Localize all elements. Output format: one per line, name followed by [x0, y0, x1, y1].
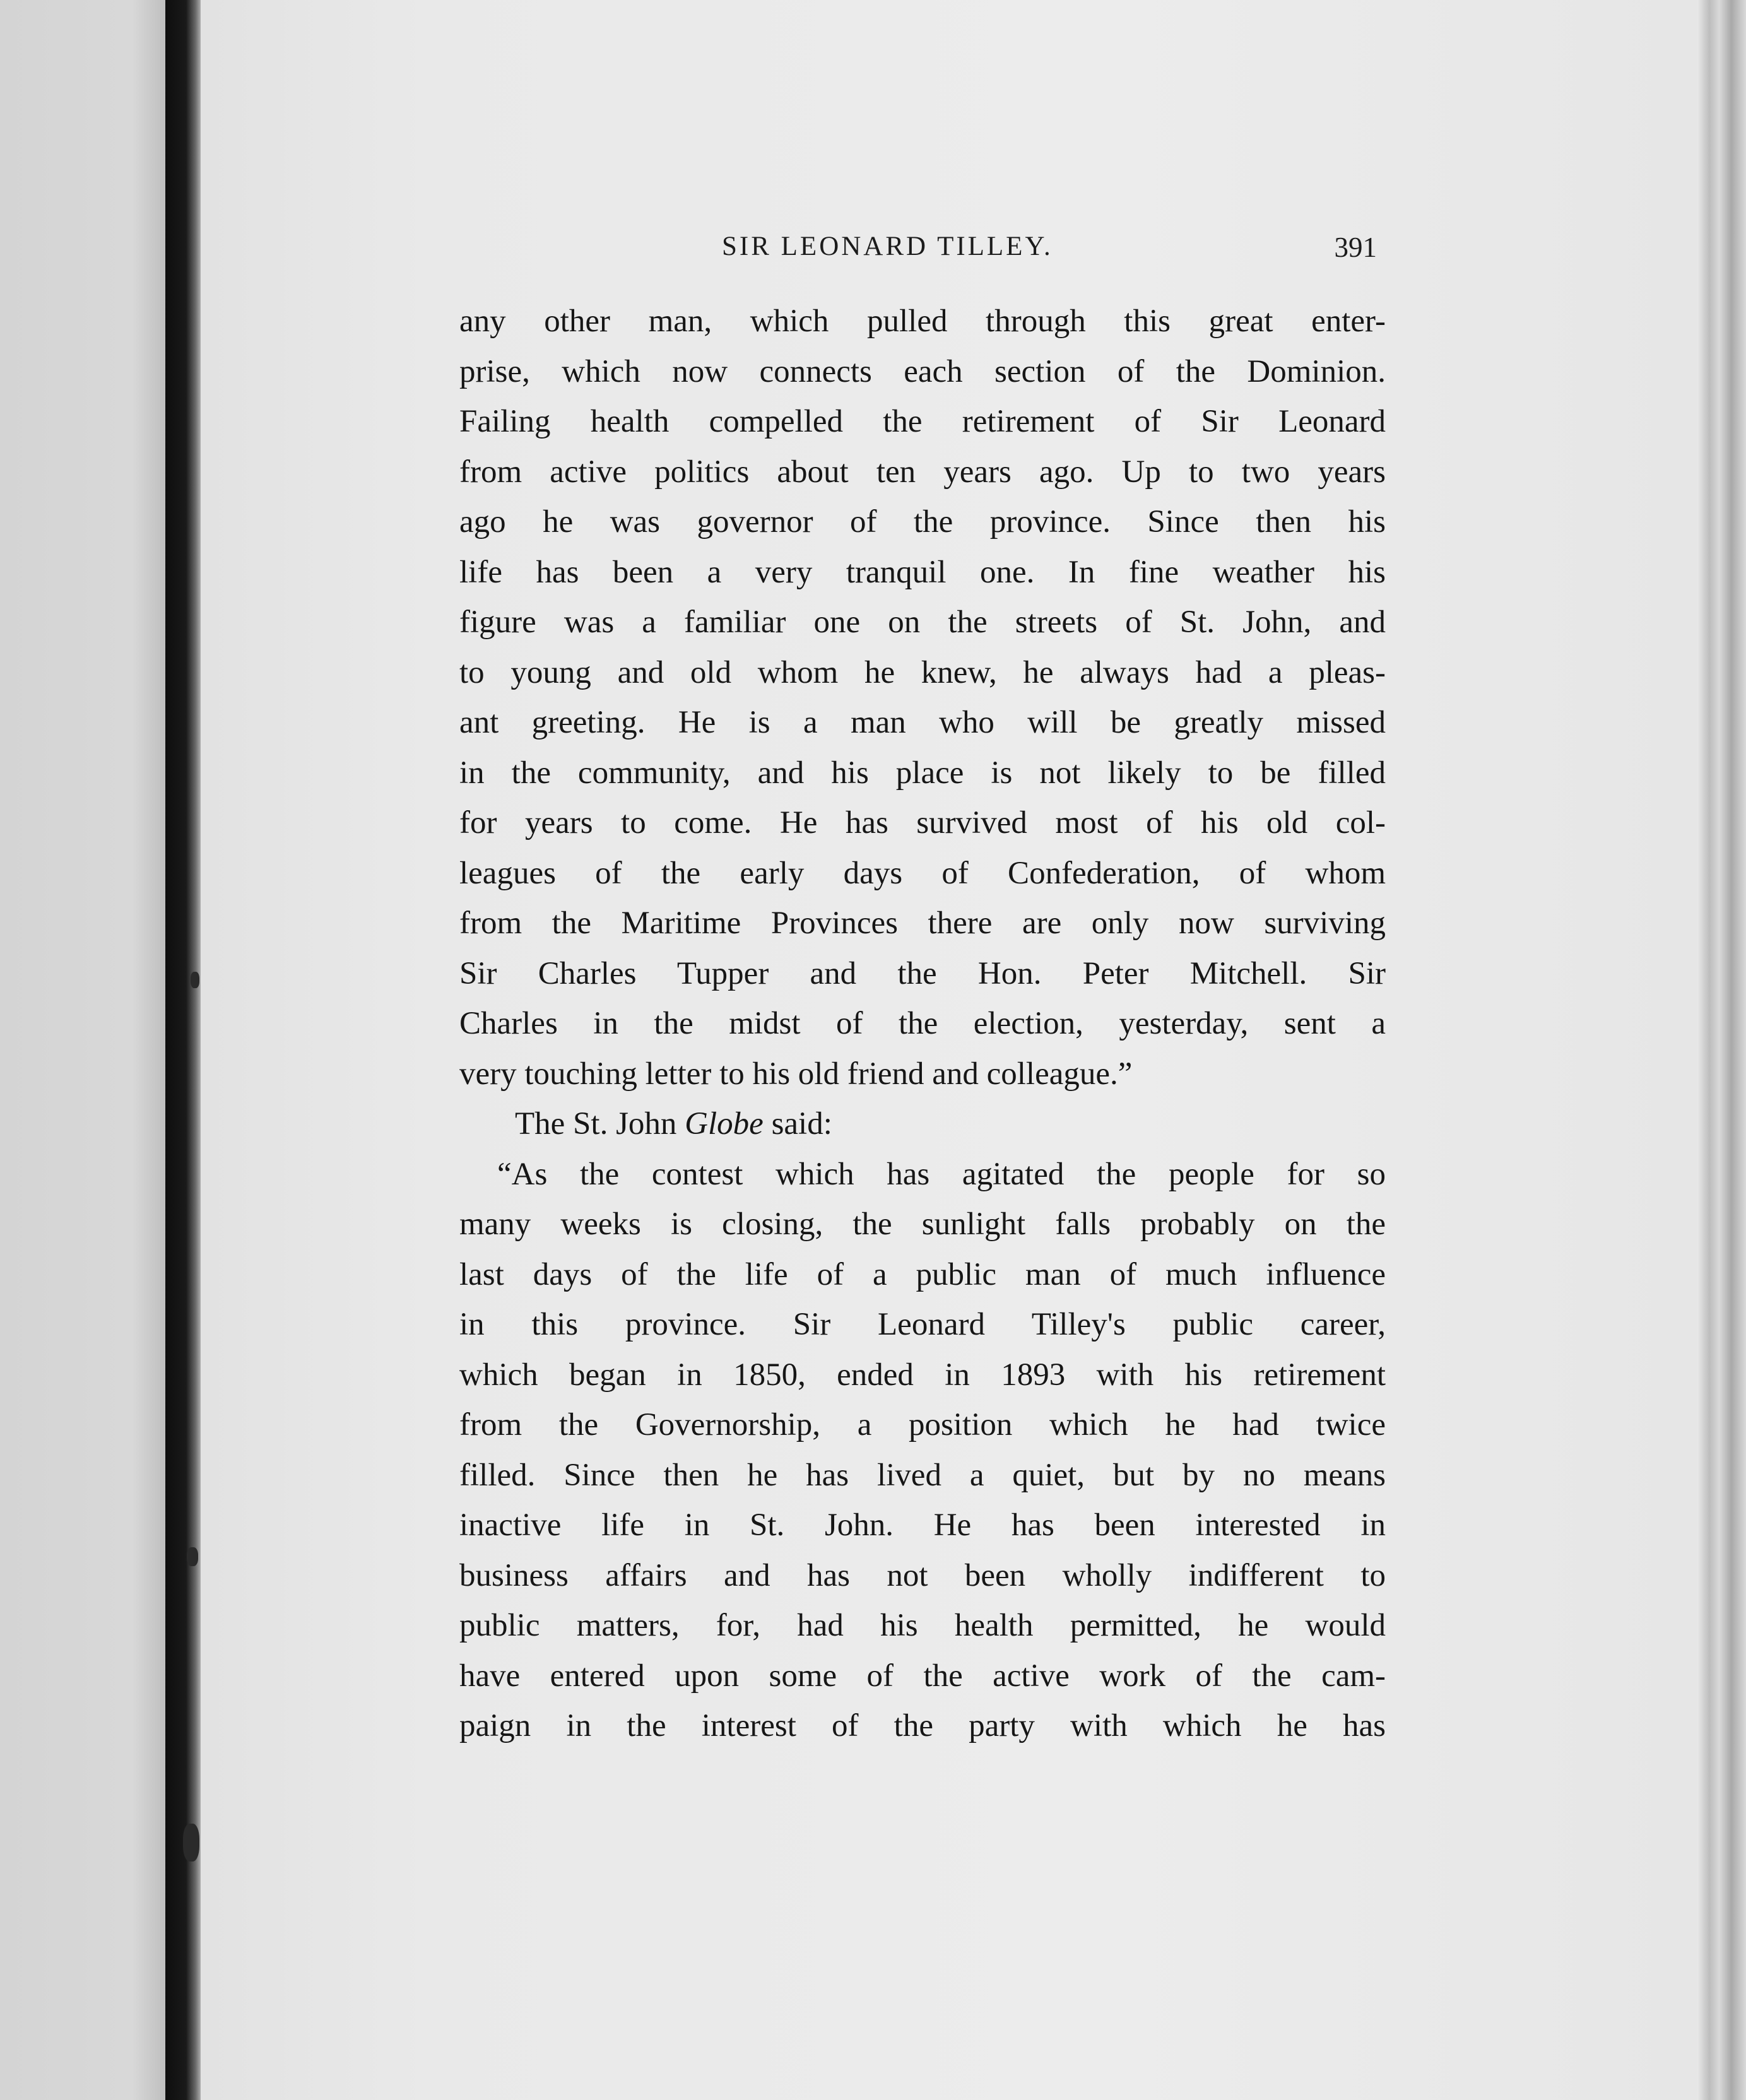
text-line: have entered upon some of the active work of the cam-: [459, 1658, 1386, 1694]
text-line: many weeks is closing, the sunlight falls probably on the: [459, 1206, 1386, 1242]
text-line: business affairs and has not been wholly indifferent to: [459, 1557, 1386, 1593]
text-line: ago he was governor of the province. Since then his: [459, 504, 1386, 540]
globe-intro-prefix: The St. John: [515, 1106, 685, 1141]
text-line: Failing health compelled the retirement of Sir Leonard: [459, 404, 1386, 439]
text-line: for years to come. He has survived most of his old col-: [459, 805, 1386, 841]
text-line: figure was a familiar one on the streets of St. John, and: [459, 605, 1386, 640]
text-line: from the Maritime Provinces there are only now surviving: [459, 905, 1386, 941]
binding-mark: [191, 972, 199, 988]
text-line: very touching letter to his old friend and colleague.”: [459, 1056, 1133, 1092]
book-spine-gutter: [165, 0, 203, 2100]
text-line: leagues of the early days of Confederation, of whom: [459, 855, 1386, 891]
running-title: SIR LEONARD TILLEY.: [722, 232, 1053, 261]
text-line: “As the contest which has agitated the people for so: [497, 1156, 1386, 1192]
text-line: in this province. Sir Leonard Tilley's public career,: [459, 1307, 1386, 1342]
text-line: paign in the interest of the party with which he has: [459, 1708, 1386, 1743]
text-line: from active politics about ten years ago. Up to two years: [459, 454, 1386, 490]
text-line: public matters, for, had his health permitted, he would: [459, 1608, 1386, 1643]
newspaper-name: Globe: [685, 1106, 764, 1141]
left-margin-shadow: [0, 0, 165, 2100]
page-number: 391: [1334, 232, 1377, 263]
text-line: in the community, and his place is not likely to be filled: [459, 755, 1386, 791]
globe-intro-line: [459, 1099, 1386, 1150]
text-line: any other man, which pulled through this great enter-: [459, 304, 1386, 339]
binding-mark: [183, 1824, 199, 1861]
text-line: Charles in the midst of the election, yesterday, sent a: [459, 1006, 1386, 1041]
binding-mark: [187, 1547, 198, 1566]
text-line: Sir Charles Tupper and the Hon. Peter Mitchell. Sir: [459, 955, 1386, 991]
text-line: life has been a very tranquil one. In fine weather his: [459, 554, 1386, 590]
page-edge-right: [1697, 0, 1746, 2100]
text-line: which began in 1850, ended in 1893 with his retirement: [459, 1357, 1386, 1393]
text-line: ant greeting. He is a man who will be greatly missed: [459, 705, 1386, 740]
text-line: to young and old whom he knew, he always had a pleas-: [459, 654, 1386, 690]
text-line: last days of the life of a public man of much influence: [459, 1256, 1386, 1292]
text-line: inactive life in St. John. He has been interested in: [459, 1507, 1386, 1543]
running-header: [681, 231, 1388, 269]
globe-intro-suffix: said:: [763, 1106, 832, 1141]
text-line: filled. Since then he has lived a quiet, but by no means: [459, 1457, 1386, 1493]
body-text: [459, 297, 1386, 1752]
text-line: from the Governorship, a position which he had twice: [459, 1407, 1386, 1442]
text-line: prise, which now connects each section of the Dominion.: [459, 353, 1386, 389]
